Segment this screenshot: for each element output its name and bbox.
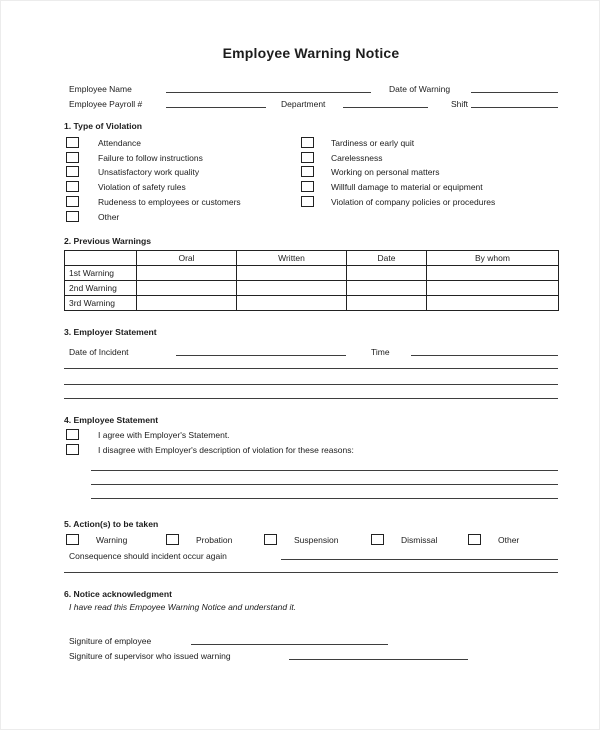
header-row-2 — [64, 96, 558, 110]
row-label-2nd-warning: 2nd Warning — [65, 281, 137, 296]
violation-row — [64, 196, 558, 209]
checkbox-violation-of-safety-rules[interactable] — [66, 181, 79, 192]
action-option-label: Other — [498, 535, 520, 545]
checkbox-tardiness-or-early-quit[interactable] — [301, 137, 314, 148]
time-field[interactable] — [411, 355, 558, 356]
checkbox-suspension[interactable] — [264, 534, 277, 545]
section-employer-statement-heading: 3. Employer Statement — [64, 327, 157, 337]
violation-row — [64, 211, 558, 224]
violation-row — [64, 152, 558, 165]
table-header-blank — [65, 251, 137, 266]
checkbox-action-other[interactable] — [468, 534, 481, 545]
table-header-date: Date — [347, 251, 427, 266]
checkbox-violation-other[interactable] — [66, 211, 79, 222]
consequence-field[interactable] — [281, 559, 558, 560]
consequence-label: Consequence should incident occur again — [69, 551, 227, 561]
section-previous-warnings-heading: 2. Previous Warnings — [64, 236, 152, 246]
checkbox-violation-of-company-policies[interactable] — [301, 196, 314, 207]
table-cell[interactable] — [137, 281, 237, 296]
violation-row — [64, 166, 558, 179]
shift-field[interactable] — [471, 107, 558, 108]
employee-statement-line-2[interactable] — [91, 484, 558, 485]
previous-warnings-table — [64, 250, 559, 311]
shift-label: Shift — [451, 99, 469, 109]
acknowledgment-statement: I have read this Empoyee Warning Notice and understand it. — [69, 602, 297, 612]
checkbox-dismissal[interactable] — [371, 534, 384, 545]
violation-option-label: Other — [98, 212, 120, 222]
form-title: Employee Warning Notice — [222, 45, 400, 61]
checkbox-willfull-damage[interactable] — [301, 181, 314, 192]
checkbox-warning[interactable] — [66, 534, 79, 545]
date-of-incident-field[interactable] — [176, 355, 346, 356]
disagree-label: I disagree with Employer's description of violation for these reasons: — [98, 445, 354, 455]
supervisor-signature-label: Signiture of supervisor who issued warning — [69, 651, 231, 661]
table-cell[interactable] — [237, 296, 347, 311]
section-employee-statement-heading: 4. Employee Statement — [64, 415, 159, 425]
header-row-1 — [64, 81, 558, 95]
violation-option-label: Violation of company policies or procedures — [331, 197, 496, 207]
table-cell[interactable] — [427, 296, 559, 311]
table-cell[interactable] — [237, 281, 347, 296]
section-acknowledgment-heading: 6. Notice acknowledgment — [64, 589, 172, 599]
agree-row — [64, 429, 558, 442]
table-cell[interactable] — [237, 266, 347, 281]
table-row — [65, 296, 559, 311]
supervisor-signature-row — [64, 648, 558, 662]
actions-row — [64, 534, 558, 547]
violation-option-label: Rudeness to employees or customers — [98, 197, 241, 207]
employer-statement-line-3[interactable] — [64, 398, 558, 399]
date-of-incident-label: Date of Incident — [69, 347, 129, 357]
date-of-warning-label: Date of Warning — [389, 84, 451, 94]
table-header-oral: Oral — [137, 251, 237, 266]
violation-row — [64, 137, 558, 150]
section-violation-heading: 1. Type of Violation — [64, 121, 142, 131]
employee-signature-label: Signiture of employee — [69, 636, 152, 646]
table-cell[interactable] — [347, 296, 427, 311]
violation-option-label: Carelessness — [331, 153, 383, 163]
table-header-by-whom: By whom — [427, 251, 559, 266]
action-option-label: Warning — [96, 535, 128, 545]
violation-option-label: Working on personal matters — [331, 167, 440, 177]
time-label: Time — [371, 347, 390, 357]
violation-option-label: Willfull damage to material or equipment — [331, 182, 483, 192]
table-row — [65, 266, 559, 281]
checkbox-rudeness[interactable] — [66, 196, 79, 207]
row-label-1st-warning: 1st Warning — [65, 266, 137, 281]
table-header-row — [65, 251, 559, 266]
row-label-3rd-warning: 3rd Warning — [65, 296, 137, 311]
table-cell[interactable] — [347, 281, 427, 296]
employer-statement-line-2[interactable] — [64, 384, 558, 385]
department-label: Department — [281, 99, 326, 109]
table-cell[interactable] — [137, 266, 237, 281]
table-header-written: Written — [237, 251, 347, 266]
date-of-warning-field[interactable] — [471, 92, 558, 93]
employee-statement-line-1[interactable] — [91, 470, 558, 471]
table-cell[interactable] — [427, 266, 559, 281]
consequence-line-2[interactable] — [64, 572, 558, 573]
checkbox-working-on-personal-matters[interactable] — [301, 166, 314, 177]
form-content — [64, 1, 558, 730]
employee-payroll-field[interactable] — [166, 107, 266, 108]
checkbox-unsatisfactory-work-quality[interactable] — [66, 166, 79, 177]
table-cell[interactable] — [427, 281, 559, 296]
employee-name-field[interactable] — [166, 92, 371, 93]
employee-signature-row — [64, 633, 558, 647]
violation-option-label: Failure to follow instructions — [98, 153, 203, 163]
agree-label: I agree with Employer's Statement. — [98, 430, 230, 440]
employer-statement-line-1[interactable] — [64, 368, 558, 369]
table-cell[interactable] — [137, 296, 237, 311]
table-row — [65, 281, 559, 296]
employee-name-label: Employee Name — [69, 84, 132, 94]
incident-row — [64, 344, 558, 358]
violation-option-label: Unsatisfactory work quality — [98, 167, 200, 177]
employee-payroll-label: Employee Payroll # — [69, 99, 143, 109]
checkbox-failure-to-follow-instructions[interactable] — [66, 152, 79, 163]
violation-option-label: Violation of safety rules — [98, 182, 186, 192]
violation-row — [64, 181, 558, 194]
section-actions-heading: 5. Action(s) to be taken — [64, 519, 159, 529]
consequence-row — [64, 548, 558, 562]
checkbox-carelessness[interactable] — [301, 152, 314, 163]
checkbox-probation[interactable] — [166, 534, 179, 545]
action-option-label: Probation — [196, 535, 233, 545]
checkbox-attendance[interactable] — [66, 137, 79, 148]
violation-option-label: Attendance — [98, 138, 142, 148]
employee-signature-field[interactable] — [191, 644, 388, 645]
table-cell[interactable] — [347, 266, 427, 281]
department-field[interactable] — [343, 107, 428, 108]
checkbox-disagree[interactable] — [66, 444, 79, 455]
action-option-label: Dismissal — [401, 535, 438, 545]
supervisor-signature-field[interactable] — [289, 659, 468, 660]
violation-option-label: Tardiness or early quit — [331, 138, 415, 148]
action-option-label: Suspension — [294, 535, 339, 545]
checkbox-agree[interactable] — [66, 429, 79, 440]
disagree-row — [64, 444, 558, 457]
employee-statement-line-3[interactable] — [91, 498, 558, 499]
